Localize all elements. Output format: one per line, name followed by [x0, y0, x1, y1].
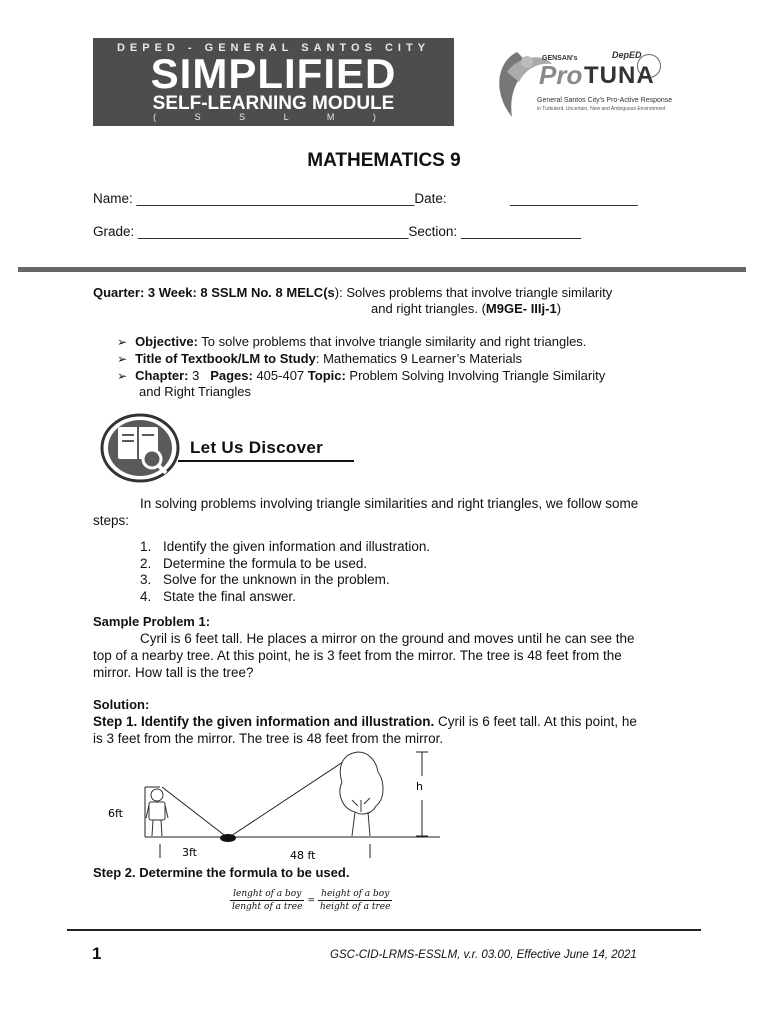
step-number: 2.: [140, 556, 152, 571]
arrow-bullet-icon: ➢: [117, 352, 128, 366]
document-code: GSC-CID-LRMS-ESSLM, v.r. 03.00, Effective June 14, 2021: [330, 949, 637, 961]
incident-ray: [162, 787, 228, 838]
logo-deped: DepED: [612, 50, 642, 60]
person-height-label: 6ft: [108, 807, 123, 820]
name-row: [93, 191, 447, 206]
intro-line1: In solving problems involving triangle similarities and right triangles, we follow some: [140, 496, 639, 511]
chapter-value: 3: [188, 368, 211, 383]
name-field[interactable]: _____________________________________: [136, 191, 415, 206]
sample-line3: mirror. How tall is the tree?: [93, 665, 254, 680]
reflected-ray: [228, 752, 358, 838]
melc-code: M9GE- IIIj-1: [485, 301, 557, 316]
section-heading: Let Us Discover: [190, 438, 323, 457]
logo-tagline-small: in Turbulent, Uncertain, New and Ambiguous Environment: [537, 106, 666, 112]
sample-heading: Sample Problem 1:: [93, 614, 211, 629]
logo-pro: Pro: [539, 60, 583, 90]
step1-line: [93, 714, 637, 729]
footer-divider: [67, 929, 701, 931]
banner-title: SIMPLIFIED: [150, 50, 397, 97]
textbook-item: [117, 351, 522, 366]
formula-denominator-left: lenght of a tree: [232, 902, 303, 912]
textbook-label: Title of Textbook/LM to Study: [135, 351, 316, 366]
book-magnifier-icon: [100, 413, 180, 483]
sample-line1: Cyril is 6 feet tall. He places a mirror on the ground and moves until he can see the: [140, 631, 635, 646]
melc-text: : Solves problems that involve triangle similarity: [339, 285, 613, 300]
mirror-diagram: [100, 740, 440, 865]
topic-line2: and Right Triangles: [139, 384, 252, 399]
chapter-item: [117, 368, 605, 383]
step1-text: Cyril is 6 feet tall. At this point, he: [434, 714, 637, 729]
melc-close: ): [556, 301, 562, 316]
step-text: Determine the formula to be used.: [163, 556, 368, 571]
page-number: 1: [92, 944, 102, 963]
step-number: 3.: [140, 572, 152, 587]
quarter-label: Quarter: 3 Week: 8 SSLM No. 8 MELC(s: [93, 285, 335, 300]
textbook-text: : Mathematics 9 Learner’s Materials: [315, 351, 523, 366]
tree-figure: [340, 752, 383, 836]
pages-label: Pages:: [210, 368, 253, 383]
sslm-banner: [93, 38, 454, 126]
section-field[interactable]: ________________: [460, 224, 582, 239]
list-item: [140, 556, 367, 571]
mirror: [220, 834, 236, 842]
step-text: State the final answer.: [163, 589, 296, 604]
objective-item: [117, 334, 586, 349]
formula-equals: =: [307, 895, 315, 906]
list-item: [140, 589, 296, 604]
date-label: Date:: [414, 191, 447, 206]
formula-numerator-right: height of a boy: [318, 889, 392, 901]
grade-label: Grade:: [93, 224, 135, 239]
solution-heading: Solution:: [93, 697, 150, 712]
header-divider: [18, 267, 746, 272]
grade-field[interactable]: ____________________________________: [138, 224, 409, 239]
date-field[interactable]: _________________: [510, 191, 638, 206]
heading-underline: [178, 460, 354, 462]
formula-right: [318, 889, 392, 912]
objective-text: To solve problems that involve triangle similarity and right triangles.: [197, 334, 587, 349]
formula-numerator-left: lenght of a boy: [230, 889, 304, 901]
quarter-info: [93, 285, 612, 300]
person-figure: [146, 789, 168, 836]
protuna-logo: [487, 42, 677, 122]
objective-label: Objective:: [135, 334, 198, 349]
step-number: 4.: [140, 589, 152, 604]
step2-heading: Step 2. Determine the formula to be used.: [93, 865, 350, 880]
step1-label: Step 1. Identify the given information and illustration.: [93, 714, 435, 729]
banner-acronym: ( S S L M ): [153, 112, 394, 122]
step-text: Identify the given information and illustration.: [163, 539, 431, 554]
sample-line2: top of a nearby tree. At this point, he is 3 feet from the mirror. The tree is 48 feet from the: [93, 648, 622, 663]
quarter-paren: ): [334, 285, 340, 300]
distance-label-left: 3ft: [182, 846, 197, 859]
banner-subtitle: SELF-LEARNING MODULE: [152, 93, 395, 114]
logo-gensan: GENSAN's: [542, 55, 578, 62]
logo-tuna: TUNA: [584, 62, 655, 89]
tree-height-label: h: [416, 780, 423, 793]
arrow-bullet-icon: ➢: [117, 335, 128, 349]
formula-denominator-right: height of a tree: [320, 902, 391, 912]
grade-row: [93, 224, 581, 239]
step1-line2: is 3 feet from the mirror. The tree is 48 feet from the mirror.: [93, 731, 444, 746]
section-label: Section:: [408, 224, 458, 239]
name-label: Name:: [93, 191, 133, 206]
list-item: [140, 572, 390, 587]
logo-tagline: General Santos City's Pro-Active Response: [537, 97, 673, 104]
formula-left: [230, 889, 304, 912]
topic-value: Problem Solving Involving Triangle Similarity: [345, 368, 606, 383]
distance-label-right: 48 ft: [290, 849, 316, 862]
similarity-formula: [230, 889, 392, 912]
intro-line2: steps:: [93, 513, 130, 528]
list-item: [140, 539, 430, 554]
banner-top-line: DEPED - GENERAL SANTOS CITY: [116, 42, 431, 54]
arrow-bullet-icon: ➢: [117, 369, 128, 383]
topic-label: Topic:: [307, 368, 346, 383]
melc-line2: [371, 301, 561, 316]
step-text: Solve for the unknown in the problem.: [163, 572, 390, 587]
pages-value: 405-407: [252, 368, 308, 383]
step-number: 1.: [140, 539, 152, 554]
chapter-label: Chapter:: [135, 368, 189, 383]
page-title: MATHEMATICS 9: [307, 150, 461, 171]
melc-text2: and right triangles. (: [371, 301, 486, 316]
